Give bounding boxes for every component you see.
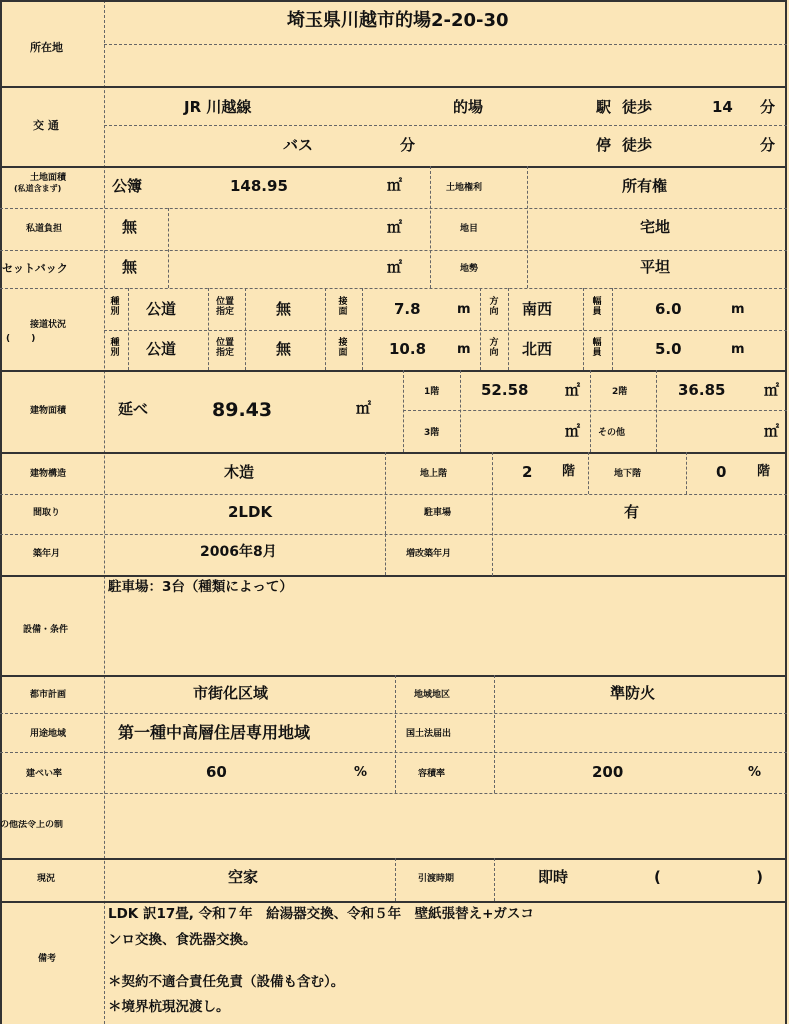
far-value: 200 xyxy=(592,763,624,781)
other-law-label: の他法令上の制 xyxy=(0,820,64,830)
rule-v-road-6 xyxy=(480,288,481,370)
rule-v-road-4 xyxy=(325,288,326,370)
building-total-unit: ㎡ xyxy=(356,399,372,417)
road1-frontage-label: 接面 xyxy=(338,297,348,317)
rule-v-road-9 xyxy=(612,288,613,370)
rule-v-land-right xyxy=(527,166,528,288)
handover-paren: ( ) xyxy=(654,868,763,886)
road2-kind: 公道 xyxy=(146,340,177,358)
district-label: 地域地区 xyxy=(414,690,451,700)
rule-v-struct-4 xyxy=(686,452,687,494)
transport-minutes-unit: 分 xyxy=(760,98,776,116)
land-rights-label: 土地権利 xyxy=(446,183,483,193)
floor3-label: 3階 xyxy=(424,428,440,438)
building-total-label: 延べ xyxy=(118,400,149,418)
transport-label: 交 通 xyxy=(33,119,59,132)
rule-facilities xyxy=(0,675,787,677)
land-category-value: 宅地 xyxy=(640,218,671,236)
rule-v-road-1 xyxy=(128,288,129,370)
parking-label: 駐車場 xyxy=(424,508,452,518)
road2-frontage: 10.8 xyxy=(389,340,427,358)
rule-v-status-2 xyxy=(494,858,495,901)
road1-direction-label: 方向 xyxy=(489,297,499,317)
transport-station: 的場 xyxy=(453,98,484,116)
rule-built xyxy=(0,575,787,577)
zone-value: 第一種中高層住居専用地域 xyxy=(118,723,311,742)
rule-city xyxy=(0,713,787,714)
road1-position: 無 xyxy=(276,300,292,318)
transport-walk: 徒歩 xyxy=(622,98,653,116)
floor3-unit: ㎡ xyxy=(565,422,581,440)
setback-label: セットバック xyxy=(2,262,68,275)
land-area-value: 148.95 xyxy=(230,177,288,195)
rule-v-built-1 xyxy=(385,534,386,575)
land-rights-value: 所有権 xyxy=(622,177,668,195)
below-ground-value: 0 xyxy=(716,463,727,481)
rule-v-bld-2 xyxy=(460,370,461,452)
layout-label: 間取り xyxy=(33,508,61,518)
rule-transport-mid xyxy=(104,125,787,126)
remarks-line-2: ンロ交換、食洗器交換。 xyxy=(108,932,257,948)
road2-width-unit: m xyxy=(731,342,745,357)
setback-value: 無 xyxy=(122,258,138,276)
transport-station-suffix: 駅 xyxy=(596,98,612,116)
zone-label: 用途地域 xyxy=(30,729,67,739)
rule-otherlaw xyxy=(0,858,787,860)
rule-transport xyxy=(0,166,787,168)
above-ground-unit: 階 xyxy=(562,464,576,479)
land-area-unit: ㎡ xyxy=(387,176,403,194)
land-area-note: (私道含まず) xyxy=(14,184,62,193)
city-planning-value: 市街化区域 xyxy=(193,684,269,702)
floor1-unit: ㎡ xyxy=(565,381,581,399)
structure-value: 木造 xyxy=(224,463,255,481)
rule-v-bld-1 xyxy=(403,370,404,452)
transport-walk-minutes: 14 xyxy=(712,98,733,116)
below-ground-unit: 階 xyxy=(757,464,771,479)
rule-address xyxy=(0,86,787,88)
rule-v-plan-1 xyxy=(395,675,396,793)
rule-top xyxy=(0,0,787,2)
layout-value: 2LDK xyxy=(228,503,273,521)
renovation-label: 増改築年月 xyxy=(406,549,452,559)
road1-width-unit: m xyxy=(731,302,745,317)
floor1-label: 1階 xyxy=(424,387,440,397)
rule-v-struct-1 xyxy=(385,452,386,534)
rule-address-mid xyxy=(104,44,787,45)
transport-bus-stop: 停 xyxy=(596,136,612,154)
road2-frontage-label: 接面 xyxy=(338,338,348,358)
floor1-value: 52.58 xyxy=(481,381,529,399)
rule-v-struct-2 xyxy=(492,452,493,576)
road2-direction: 北西 xyxy=(522,340,553,358)
land-area-basis: 公簿 xyxy=(112,177,143,195)
rule-land xyxy=(0,208,787,209)
terrain-label: 地勢 xyxy=(460,264,479,274)
label-divider xyxy=(104,0,105,1024)
far-unit: % xyxy=(748,765,762,780)
road2-position: 無 xyxy=(276,340,292,358)
road2-width-label: 幅員 xyxy=(592,338,602,358)
transport-bus-walk-unit: 分 xyxy=(760,136,776,154)
rule-setback xyxy=(0,288,787,289)
facilities-label: 設備・条件 xyxy=(23,625,69,635)
built-value: 2006年8月 xyxy=(200,544,277,560)
road1-frontage: 7.8 xyxy=(394,300,421,318)
district-value: 準防火 xyxy=(610,684,656,702)
structure-label: 建物構造 xyxy=(30,469,67,479)
rule-road-mid xyxy=(104,330,787,331)
rule-v-land-value xyxy=(168,208,169,288)
handover-label: 引渡時期 xyxy=(418,874,455,884)
rule-v-road-8 xyxy=(583,288,584,370)
terrain-value: 平坦 xyxy=(640,258,671,276)
road1-kind: 公道 xyxy=(146,300,177,318)
rule-private-road xyxy=(0,250,787,251)
road2-width: 5.0 xyxy=(655,340,682,358)
rule-v-road-3 xyxy=(245,288,246,370)
remarks-line-1: LDK 訳17畳, 令和７年 給湯器交換、令和５年 壁紙張替え+ガスコ xyxy=(108,906,534,922)
parking-value: 有 xyxy=(624,503,640,521)
status-value: 空家 xyxy=(228,868,259,886)
road1-position-label: 位置指定 xyxy=(216,297,235,317)
coverage-unit: % xyxy=(354,765,368,780)
building-total-value: 89.43 xyxy=(212,399,273,421)
other-floor-unit: ㎡ xyxy=(764,422,780,440)
above-ground-value: 2 xyxy=(522,463,533,481)
remarks-line-3: ＊契約不適合責任免責（設備も含む）。 xyxy=(108,974,345,990)
road1-kind-label: 種別 xyxy=(110,297,120,317)
city-planning-label: 都市計画 xyxy=(30,690,67,700)
road-label-paren: ( ) xyxy=(6,334,36,344)
floor2-label: 2階 xyxy=(612,387,628,397)
address-value: 埼玉県川越市的場2-20-30 xyxy=(287,10,509,31)
land-category-label: 地目 xyxy=(460,224,479,234)
rule-zone xyxy=(0,752,787,753)
road2-frontage-unit: m xyxy=(457,342,471,357)
below-ground-label: 地下階 xyxy=(614,469,642,479)
transport-bus-minutes-unit: 分 xyxy=(400,136,416,154)
facilities-value: 駐車場：3台（種類によって） xyxy=(108,579,293,595)
setback-unit: ㎡ xyxy=(387,258,403,276)
rule-status xyxy=(0,901,787,903)
rule-structure xyxy=(0,494,787,495)
other-floor-label: その他 xyxy=(598,428,626,438)
rule-v-bld-4 xyxy=(656,370,657,452)
rule-bcr xyxy=(0,793,787,794)
remarks-label: 備考 xyxy=(38,954,57,964)
rule-v-road-7 xyxy=(508,288,509,370)
rule-v-bld-3 xyxy=(590,370,591,452)
far-label: 容積率 xyxy=(418,769,446,779)
floor2-unit: ㎡ xyxy=(764,381,780,399)
road2-position-label: 位置指定 xyxy=(216,338,235,358)
border-left xyxy=(0,0,2,1024)
private-road-value: 無 xyxy=(122,218,138,236)
road1-width: 6.0 xyxy=(655,300,682,318)
rule-v-plan-2 xyxy=(494,675,495,793)
land-area-label: 土地面積 xyxy=(30,173,67,183)
status-label: 現況 xyxy=(37,874,56,884)
road2-direction-label: 方向 xyxy=(489,338,499,358)
building-area-label: 建物面積 xyxy=(30,406,67,416)
private-road-label: 私道負担 xyxy=(26,224,63,234)
coverage-value: 60 xyxy=(206,763,227,781)
road1-frontage-unit: m xyxy=(457,302,471,317)
road-label: 接道状況 xyxy=(30,320,67,330)
coverage-label: 建ぺい率 xyxy=(26,769,63,779)
above-ground-label: 地上階 xyxy=(420,469,448,479)
road2-kind-label: 種別 xyxy=(110,338,120,358)
transport-bus-walk: 徒歩 xyxy=(622,136,653,154)
floor2-value: 36.85 xyxy=(678,381,726,399)
rule-road xyxy=(0,370,787,372)
remarks-line-4: ＊境界杭現況渡し。 xyxy=(108,999,230,1015)
rule-v-road-2 xyxy=(208,288,209,370)
border-right xyxy=(785,0,787,1024)
rule-v-road-5 xyxy=(362,288,363,370)
built-label: 築年月 xyxy=(33,549,61,559)
transport-line: JR 川越線 xyxy=(184,98,252,116)
rule-v-land-mid xyxy=(430,166,431,288)
road1-direction: 南西 xyxy=(522,300,553,318)
rule-layout xyxy=(0,534,787,535)
rule-v-status-1 xyxy=(395,858,396,901)
rule-v-struct-3 xyxy=(588,452,589,494)
rule-building xyxy=(0,452,787,454)
road1-width-label: 幅員 xyxy=(592,297,602,317)
transport-bus: バス xyxy=(283,136,314,154)
handover-value: 即時 xyxy=(538,868,569,886)
land-law-label: 国土法届出 xyxy=(406,729,452,739)
address-label: 所在地 xyxy=(30,41,63,54)
private-road-unit: ㎡ xyxy=(387,218,403,236)
